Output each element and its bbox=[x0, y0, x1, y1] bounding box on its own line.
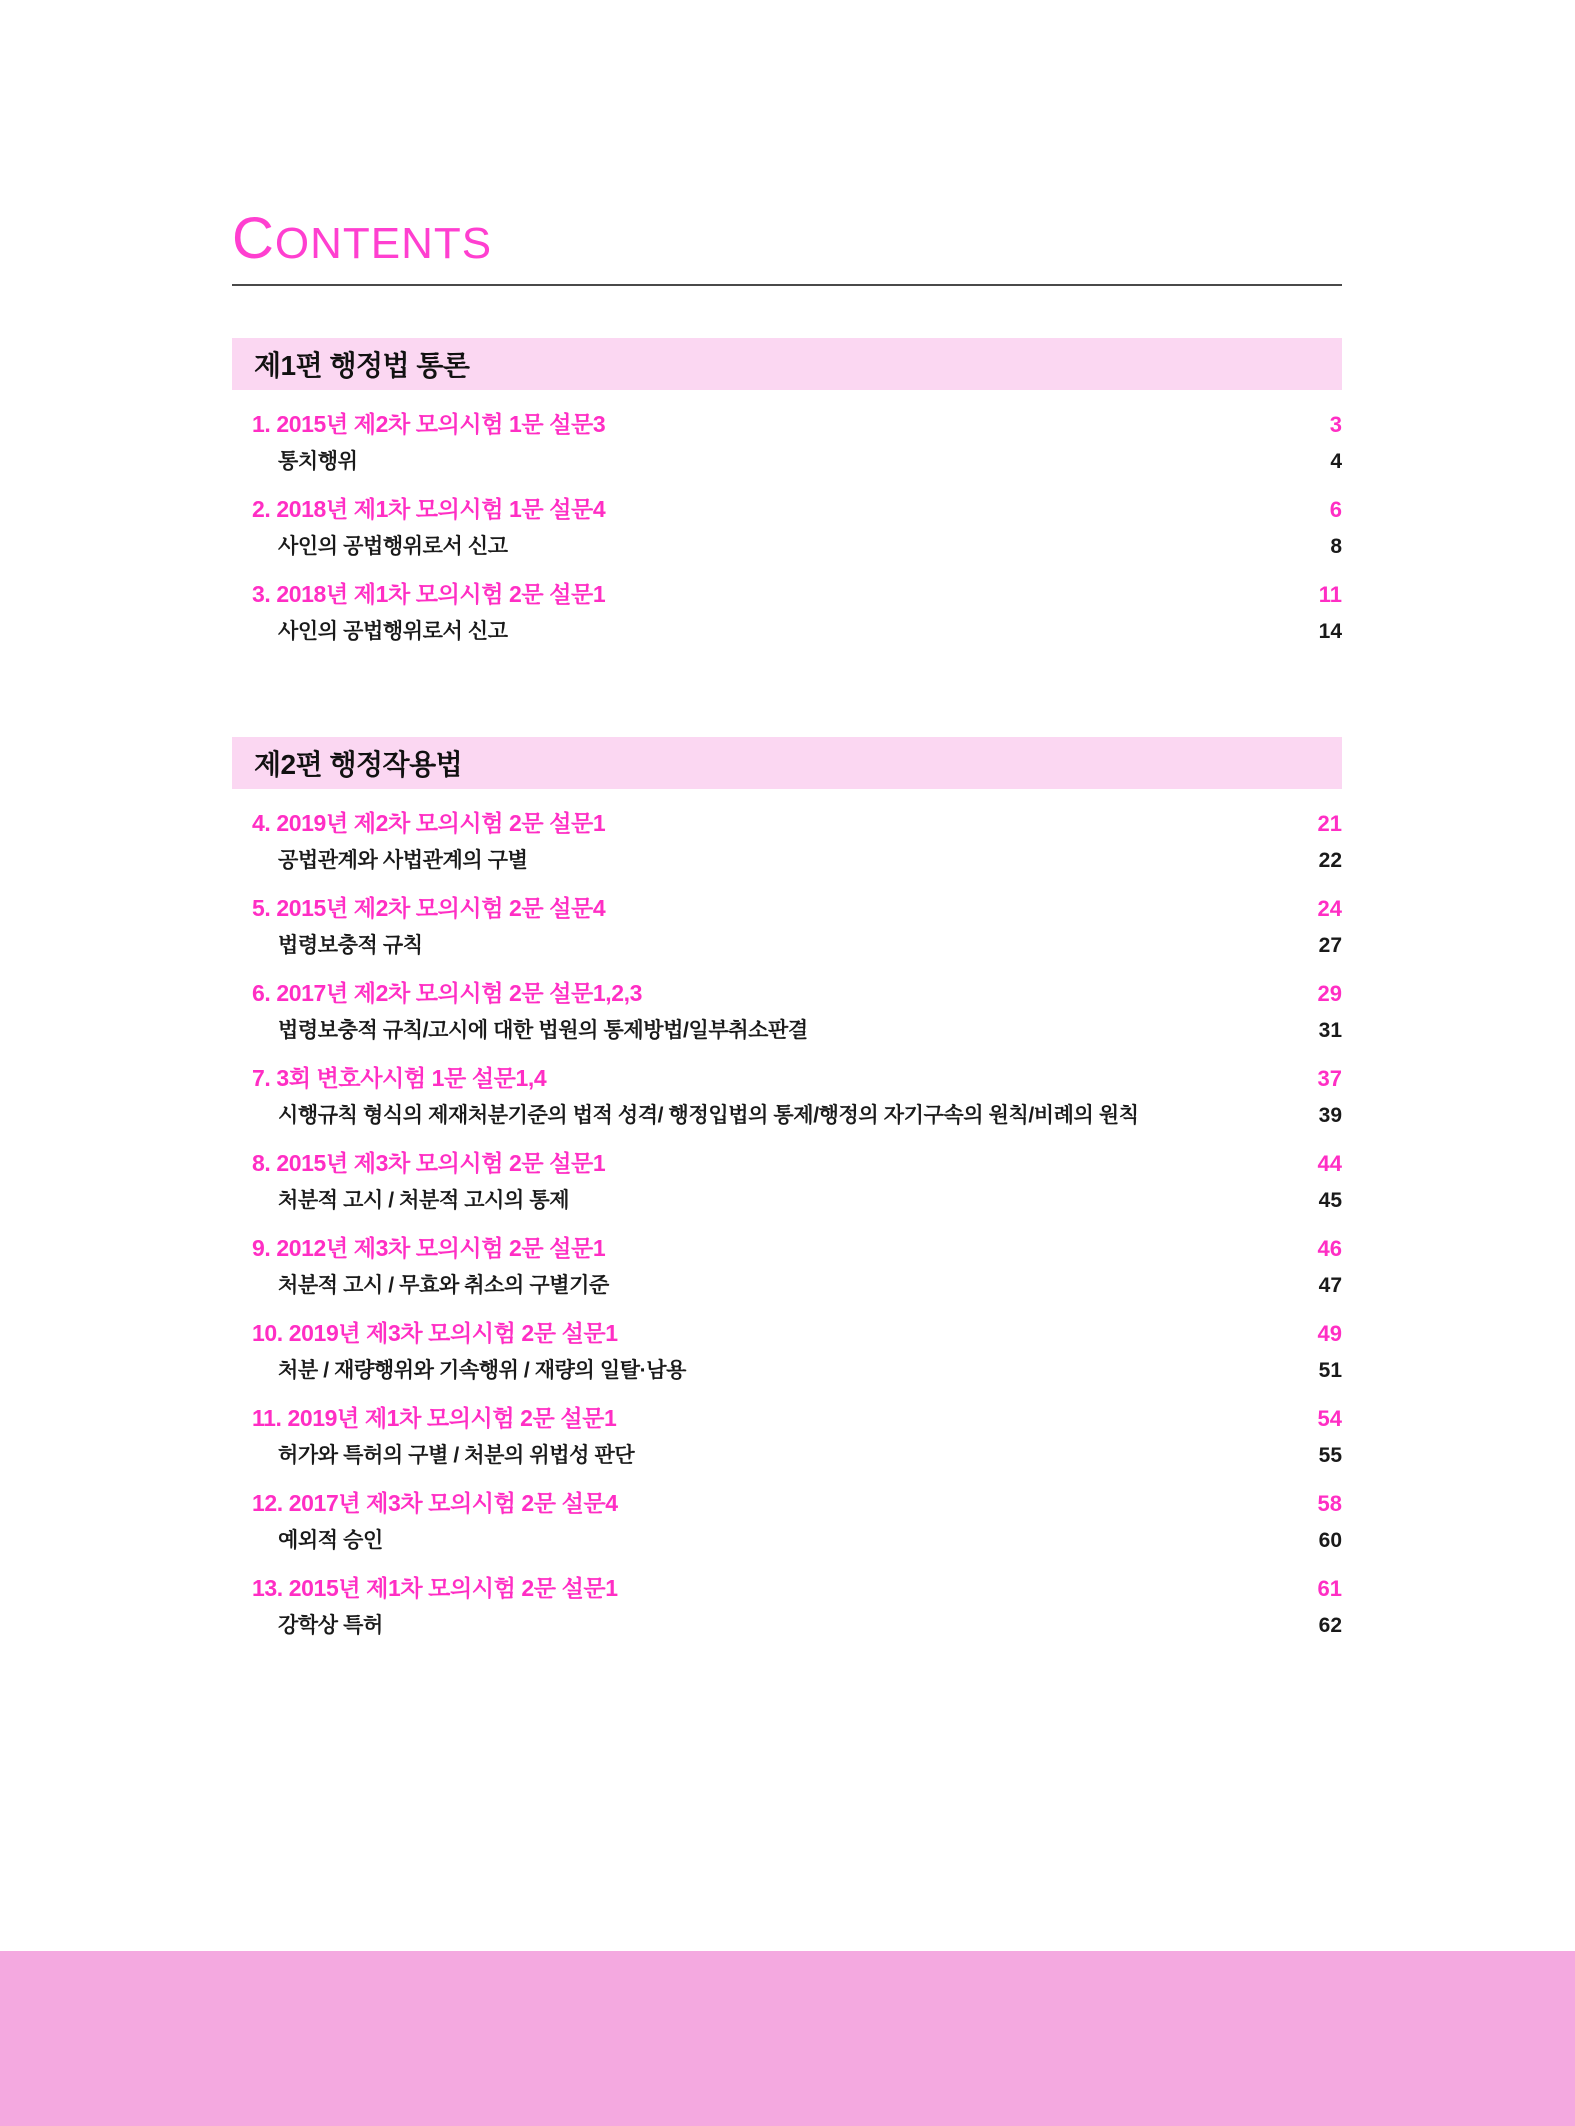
toc-entry[interactable] bbox=[232, 1570, 1342, 1639]
toc-entry-page: 3 bbox=[1329, 412, 1342, 437]
decorative-bottom-band bbox=[0, 1951, 1575, 2126]
toc-entry-sub[interactable] bbox=[232, 530, 1342, 560]
toc-subentry-title: 공법관계와 사법관계의 구별 bbox=[278, 849, 528, 872]
toc-entry[interactable] bbox=[232, 1145, 1342, 1214]
toc-entry-title: 1. 2015년 제2차 모의시험 1문 설문3 bbox=[252, 411, 606, 437]
toc-entry-title: 8. 2015년 제3차 모의시험 2문 설문1 bbox=[252, 1150, 606, 1176]
toc-subentry-title: 사인의 공법행위로서 신고 bbox=[278, 620, 508, 643]
toc-entry-main[interactable] bbox=[232, 491, 1342, 524]
toc-entry[interactable] bbox=[232, 1060, 1342, 1129]
page-title-rest: ONTENTS bbox=[274, 219, 493, 268]
toc-entry-title: 7. 3회 변호사시험 1문 설문1,4 bbox=[252, 1065, 547, 1091]
toc-subentry-page: 60 bbox=[1318, 1529, 1342, 1552]
toc-entry-main[interactable] bbox=[232, 576, 1342, 609]
toc-entry-main[interactable] bbox=[232, 1485, 1342, 1518]
toc-subentry-title: 시행규칙 형식의 제재처분기준의 법적 성격/ 행정입법의 통제/행정의 자기구속의 원칙/비례의 원칙 bbox=[278, 1104, 1139, 1127]
page-title bbox=[232, 206, 1342, 278]
toc-entry[interactable] bbox=[232, 406, 1342, 475]
toc-entry-sub[interactable] bbox=[232, 1099, 1342, 1129]
toc-entry-title: 11. 2019년 제1차 모의시험 2문 설문1 bbox=[252, 1405, 617, 1431]
toc-subentry-page: 4 bbox=[1330, 450, 1342, 473]
toc-entry[interactable] bbox=[232, 1485, 1342, 1554]
toc-entry[interactable] bbox=[232, 1400, 1342, 1469]
toc-subentry-title: 예외적 승인 bbox=[278, 1529, 383, 1552]
toc-entry-page: 24 bbox=[1317, 896, 1342, 921]
toc-entry-page: 11 bbox=[1318, 582, 1342, 607]
toc-entry-sub[interactable] bbox=[232, 1014, 1342, 1044]
toc-entry-page: 37 bbox=[1317, 1066, 1342, 1091]
toc-entry[interactable] bbox=[232, 805, 1342, 874]
toc-entry[interactable] bbox=[232, 890, 1342, 959]
toc-subentry-page: 27 bbox=[1318, 934, 1342, 957]
toc-entry[interactable] bbox=[232, 1655, 1342, 1661]
toc-subentry-page: 8 bbox=[1330, 535, 1342, 558]
toc-subentry-title: 사인의 공법행위로서 신고 bbox=[278, 535, 508, 558]
part-title-2: 제2편 행정작용법 bbox=[254, 749, 463, 780]
toc-entry-sub[interactable] bbox=[232, 445, 1342, 475]
toc-entry-main[interactable] bbox=[232, 406, 1342, 439]
toc-entry-main[interactable] bbox=[232, 1400, 1342, 1433]
part-header-2 bbox=[232, 737, 1342, 789]
toc-subentry-title: 법령보충적 규칙/고시에 대한 법원의 통제방법/일부취소판결 bbox=[278, 1019, 808, 1042]
page-title-capital: C bbox=[232, 206, 275, 271]
toc-entry-title: 9. 2012년 제3차 모의시험 2문 설문1 bbox=[252, 1235, 606, 1261]
toc-entry-page: 44 bbox=[1317, 1151, 1342, 1176]
toc-subentry-title: 강학상 특허 bbox=[278, 1614, 383, 1637]
toc-entry-page: 29 bbox=[1317, 981, 1342, 1006]
toc-entry-page: 6 bbox=[1329, 497, 1342, 522]
toc-subentry-page: 47 bbox=[1318, 1274, 1342, 1297]
toc-entry-title: 12. 2017년 제3차 모의시험 2문 설문4 bbox=[252, 1490, 618, 1516]
toc-subentry-page: 55 bbox=[1318, 1444, 1342, 1467]
toc-content bbox=[232, 206, 1342, 1661]
toc-subentry-title: 허가와 특허의 구별 / 처분의 위법성 판단 bbox=[278, 1444, 635, 1467]
toc-subentry-title: 처분 / 재량행위와 기속행위 / 재량의 일탈·남용 bbox=[278, 1359, 687, 1382]
toc-subentry-page: 51 bbox=[1318, 1359, 1342, 1382]
toc-entry-sub[interactable] bbox=[232, 1184, 1342, 1214]
toc-entry-sub[interactable] bbox=[232, 1354, 1342, 1384]
toc-entry-main[interactable] bbox=[232, 805, 1342, 838]
toc-entry-page: 21 bbox=[1317, 811, 1342, 836]
toc-subentry-page: 39 bbox=[1318, 1104, 1342, 1127]
toc-entry-title: 6. 2017년 제2차 모의시험 2문 설문1,2,3 bbox=[252, 980, 643, 1006]
toc-entry-title: 2. 2018년 제1차 모의시험 1문 설문4 bbox=[252, 496, 606, 522]
toc-entry[interactable] bbox=[232, 975, 1342, 1044]
toc-entry-sub[interactable] bbox=[232, 1609, 1342, 1639]
toc-entry-page: 46 bbox=[1317, 1236, 1342, 1261]
toc-entry-page: 61 bbox=[1317, 1576, 1342, 1601]
section-spacer bbox=[232, 645, 1342, 685]
toc-entry[interactable] bbox=[232, 1230, 1342, 1299]
toc-entry-title: 4. 2019년 제2차 모의시험 2문 설문1 bbox=[252, 810, 606, 836]
toc-subentry-page: 45 bbox=[1318, 1189, 1342, 1212]
toc-entry[interactable] bbox=[232, 491, 1342, 560]
toc-subentry-title: 통치행위 bbox=[278, 450, 358, 473]
toc-entry-page: 54 bbox=[1317, 1406, 1342, 1431]
toc-entry-sub[interactable] bbox=[232, 844, 1342, 874]
toc-entry-sub[interactable] bbox=[232, 929, 1342, 959]
title-divider bbox=[232, 284, 1342, 286]
toc-entry-title: 10. 2019년 제3차 모의시험 2문 설문1 bbox=[252, 1320, 618, 1346]
toc-subentry-page: 14 bbox=[1318, 620, 1342, 643]
toc-entry-sub[interactable] bbox=[232, 615, 1342, 645]
toc-entry-sub[interactable] bbox=[232, 1524, 1342, 1554]
toc-entry-main[interactable] bbox=[232, 1315, 1342, 1348]
part-title-1: 제1편 행정법 통론 bbox=[254, 350, 470, 381]
toc-entry[interactable] bbox=[232, 1315, 1342, 1384]
toc-subentry-title: 법령보충적 규칙 bbox=[278, 934, 423, 957]
toc-entry-sub[interactable] bbox=[232, 1439, 1342, 1469]
part-header-1 bbox=[232, 338, 1342, 390]
toc-entry-main[interactable] bbox=[232, 1060, 1342, 1093]
toc-entry-title: 3. 2018년 제1차 모의시험 2문 설문1 bbox=[252, 581, 606, 607]
toc-subentry-title: 처분적 고시 / 무효와 취소의 구별기준 bbox=[278, 1274, 609, 1297]
toc-entry-title: 5. 2015년 제2차 모의시험 2문 설문4 bbox=[252, 895, 606, 921]
toc-subentry-page: 62 bbox=[1318, 1614, 1342, 1637]
toc-entry-main[interactable] bbox=[232, 1570, 1342, 1603]
toc-entry-page: 58 bbox=[1317, 1491, 1342, 1516]
toc-entry-sub[interactable] bbox=[232, 1269, 1342, 1299]
toc-subentry-page: 22 bbox=[1318, 849, 1342, 872]
toc-entry-main[interactable] bbox=[232, 1145, 1342, 1178]
toc-subentry-page: 31 bbox=[1318, 1019, 1342, 1042]
toc-entry-main[interactable] bbox=[232, 975, 1342, 1008]
toc-entry-main[interactable] bbox=[232, 1230, 1342, 1263]
toc-entry[interactable] bbox=[232, 576, 1342, 645]
toc-subentry-title: 처분적 고시 / 처분적 고시의 통제 bbox=[278, 1189, 570, 1212]
toc-entry-title: 13. 2015년 제1차 모의시험 2문 설문1 bbox=[252, 1575, 618, 1601]
toc-entry-page: 49 bbox=[1317, 1321, 1342, 1346]
toc-entry-main[interactable] bbox=[232, 890, 1342, 923]
